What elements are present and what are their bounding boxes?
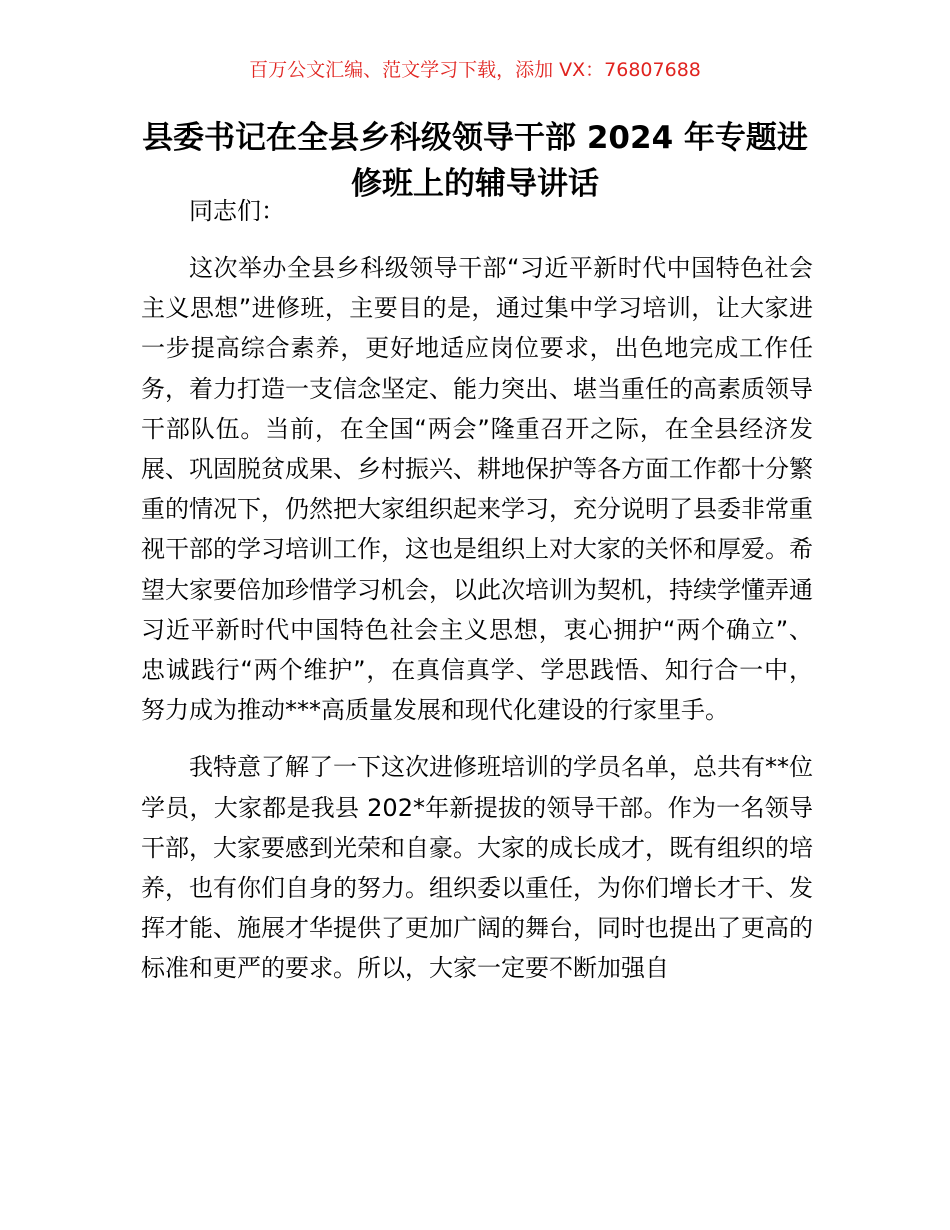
salutation: 同志们：: [189, 197, 285, 225]
title-line-1: 县委书记在全县乡科级领导干部 2024 年专题进: [142, 120, 808, 156]
paragraph: 我特意了解了一下这次进修班培训的学员名单，总共有**位学员，大家都是我县 202*年新提拔的领导干部。作为一名领导干部，大家要感到光荣和自豪。大家的成长成才，既有组织的培养，也有你们自身的努力。组织委以重任，为你们增长才干、发挥才能、施展才华提供了更加广阔的舞台，同时也提出了更高的标准和更严的要求。所以，大家一定要不断加强自: [141, 753, 813, 983]
paragraph: 这次举办全县乡科级领导干部“习近平新时代中国特色社会主义思想”进修班，主要目的是，通过集中学习培训，让大家进一步提高综合素养，更好地适应岗位要求，出色地完成工作任务，着力打造一支信念坚定、能力突出、堪当重任的高素质领导干部队伍。当前，在全国“两会”隆重召开之际，在全县经济发展、巩固脱贫成果、乡村振兴、耕地保护等各方面工作都十分繁重的情况下，仍然把大家组织起来学习，充分说明了县委非常重视干部的学习培训工作，这也是组织上对大家的关怀和厚爱。希望大家要倍加珍惜学习机会，以此次培训为契机，持续学懂弄通习近平新时代中国特色社会主义思想，衷心拥护“两个确立”、忠诚践行“两个维护”，在真信真学、学思践悟、知行合一中，努力成为推动***高质量发展和现代化建设的行家里手。: [141, 254, 813, 725]
document-body: [141, 191, 813, 1006]
header-watermark: 百万公文汇编、范文学习下载，添加 VX：76807688: [249, 59, 701, 81]
title-line-2: 修班上的辅导讲话: [351, 166, 599, 202]
